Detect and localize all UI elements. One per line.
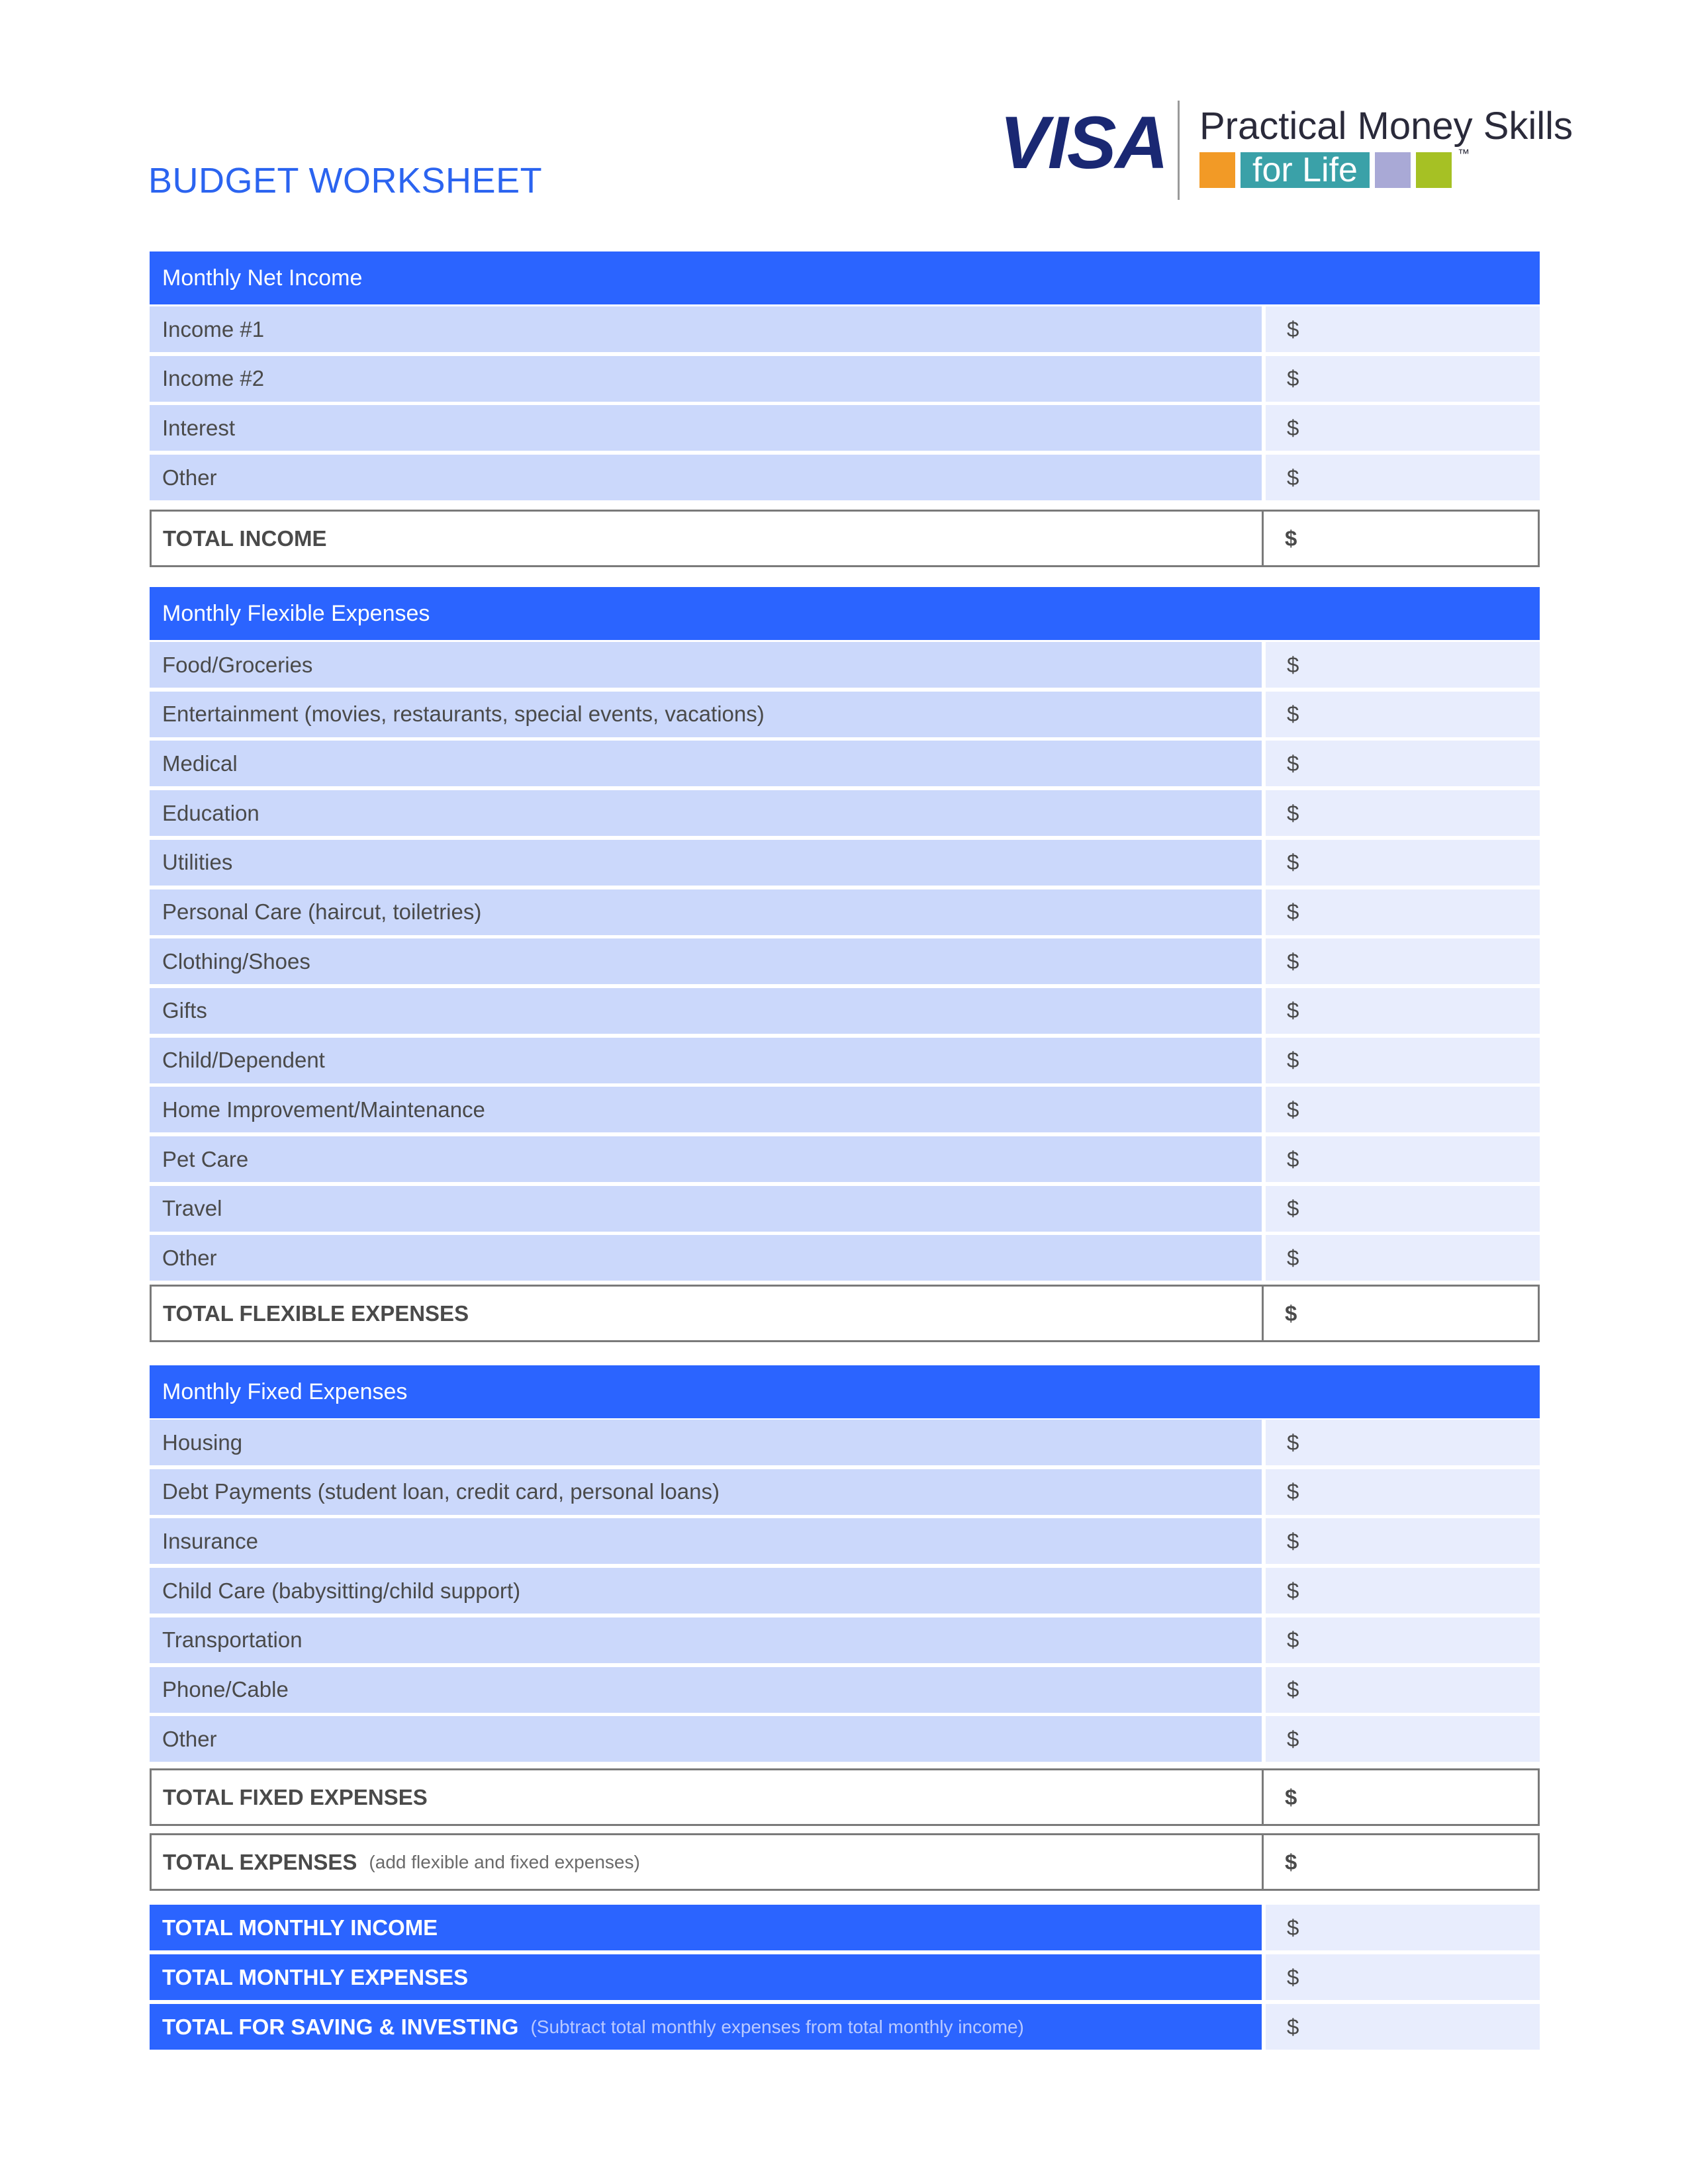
total-flexible-row-text: TOTAL FLEXIBLE EXPENSES xyxy=(163,1300,469,1326)
total-expenses-row-text: TOTAL EXPENSES xyxy=(163,1849,357,1874)
income-row xyxy=(150,306,1540,352)
flexible-expense-row xyxy=(150,840,1540,886)
total-saving-row-label xyxy=(150,2004,1262,2050)
total-saving-row-text: TOTAL FOR SAVING & INVESTING xyxy=(162,2014,519,2039)
fixed-section-header xyxy=(150,1365,1540,1418)
total-fixed-row-label xyxy=(152,1770,1264,1824)
fixed-expense-row-amount-field[interactable]: $ xyxy=(1266,1420,1540,1465)
flexible-expense-row-label: Pet Care xyxy=(150,1136,1262,1182)
flexible-expense-row-amount-field[interactable]: $ xyxy=(1266,1186,1540,1232)
income-section-header-label: Monthly Net Income xyxy=(162,265,363,291)
income-row-amount-field[interactable]: $ xyxy=(1266,455,1540,500)
fixed-expense-row-amount-field[interactable]: $ xyxy=(1266,1617,1540,1663)
total-expenses-row-label xyxy=(152,1835,1264,1889)
flexible-expense-row-label: Child/Dependent xyxy=(150,1038,1262,1083)
total-income-row xyxy=(150,510,1540,567)
total-monthly-income-row-text: TOTAL MONTHLY INCOME xyxy=(162,1915,438,1940)
total-fixed-row xyxy=(150,1768,1540,1826)
total-expenses-row-note: (add flexible and fixed expenses) xyxy=(369,1851,640,1872)
total-monthly-income-row-amount-field[interactable]: $ xyxy=(1266,1905,1540,1950)
flexible-expense-row-amount-field[interactable]: $ xyxy=(1266,1235,1540,1281)
flexible-expense-row-label: Home Improvement/Maintenance xyxy=(150,1087,1262,1132)
flexible-expense-row-amount-field[interactable]: $ xyxy=(1266,642,1540,688)
logo-divider xyxy=(1178,101,1180,200)
flexible-expense-row-label: Entertainment (movies, restaurants, special events, vacations) xyxy=(150,692,1262,737)
flexible-expense-row-amount-field[interactable]: $ xyxy=(1266,790,1540,836)
practical-money-skills-logo-text: Practical Money Skills xyxy=(1199,105,1573,148)
total-monthly-expenses-row xyxy=(150,1954,1540,2000)
fixed-expense-row-label: Housing xyxy=(150,1420,1262,1465)
purple-square-icon xyxy=(1375,152,1411,188)
income-row xyxy=(150,405,1540,451)
flexible-expense-row-label: Personal Care (haircut, toiletries) xyxy=(150,889,1262,935)
flexible-expense-row-amount-field[interactable]: $ xyxy=(1266,1038,1540,1083)
income-row xyxy=(150,356,1540,402)
flexible-section-header xyxy=(150,587,1540,640)
income-row-amount-field[interactable]: $ xyxy=(1266,405,1540,451)
income-row-label: Interest xyxy=(150,405,1262,451)
fixed-expense-row-label: Transportation xyxy=(150,1617,1262,1663)
total-income-row-label xyxy=(152,512,1264,565)
orange-square-icon xyxy=(1199,152,1235,188)
fixed-expense-row-label: Other xyxy=(150,1716,1262,1762)
total-flexible-row-label xyxy=(152,1287,1264,1340)
flexible-expense-row-amount-field[interactable]: $ xyxy=(1266,889,1540,935)
trademark: ™ xyxy=(1458,147,1470,160)
total-expenses-row xyxy=(150,1833,1540,1891)
flexible-expense-row-label: Other xyxy=(150,1235,1262,1281)
flexible-expense-row xyxy=(150,1087,1540,1132)
flexible-expense-row-amount-field[interactable]: $ xyxy=(1266,692,1540,737)
fixed-expense-row-amount-field[interactable]: $ xyxy=(1266,1518,1540,1564)
total-fixed-row-text: TOTAL FIXED EXPENSES xyxy=(163,1784,428,1809)
flexible-expense-row xyxy=(150,790,1540,836)
flexible-expense-row-amount-field[interactable]: $ xyxy=(1266,1087,1540,1132)
flexible-expense-row-label: Food/Groceries xyxy=(150,642,1262,688)
income-row-label: Other xyxy=(150,455,1262,500)
flexible-expense-row-label: Travel xyxy=(150,1186,1262,1232)
flexible-expense-row-amount-field[interactable]: $ xyxy=(1266,1136,1540,1182)
total-saving-row xyxy=(150,2004,1540,2050)
total-flexible-row-amount-field[interactable]: $ xyxy=(1285,1300,1297,1326)
fixed-expense-row-label: Phone/Cable xyxy=(150,1667,1262,1713)
fixed-section-header-label: Monthly Fixed Expenses xyxy=(162,1379,408,1404)
fixed-expense-row xyxy=(150,1420,1540,1465)
fixed-expense-row-label: Debt Payments (student loan, credit card, personal loans) xyxy=(150,1469,1262,1515)
flexible-expense-row xyxy=(150,1038,1540,1083)
total-expenses-row-amount-field[interactable]: $ xyxy=(1285,1849,1297,1874)
income-row xyxy=(150,455,1540,500)
flexible-expense-row-amount-field[interactable]: $ xyxy=(1266,741,1540,786)
total-monthly-expenses-row-text: TOTAL MONTHLY EXPENSES xyxy=(162,1964,469,1989)
flexible-expense-row xyxy=(150,692,1540,737)
flexible-expense-row-label: Clothing/Shoes xyxy=(150,938,1262,984)
fixed-expense-row xyxy=(150,1469,1540,1515)
flexible-expense-row xyxy=(150,889,1540,935)
income-row-amount-field[interactable]: $ xyxy=(1266,356,1540,402)
total-saving-row-note: (Subtract total monthly expenses from total monthly income) xyxy=(530,2016,1024,2037)
flexible-expense-row-label: Education xyxy=(150,790,1262,836)
flexible-expense-row-amount-field[interactable]: $ xyxy=(1266,840,1540,886)
flexible-expense-row xyxy=(150,1136,1540,1182)
income-row-label: Income #2 xyxy=(150,356,1262,402)
for-life-badge: for Life xyxy=(1241,152,1370,188)
green-square-icon xyxy=(1416,152,1452,188)
flexible-expense-row-amount-field[interactable]: $ xyxy=(1266,938,1540,984)
flexible-expense-row xyxy=(150,642,1540,688)
flexible-expense-row xyxy=(150,1235,1540,1281)
total-saving-row-amount-field[interactable]: $ xyxy=(1266,2004,1540,2050)
total-monthly-income-row xyxy=(150,1905,1540,1950)
total-monthly-expenses-row-label xyxy=(150,1954,1262,2000)
total-monthly-expenses-row-amount-field[interactable]: $ xyxy=(1266,1954,1540,2000)
flexible-expense-row xyxy=(150,988,1540,1034)
total-fixed-row-amount-field[interactable]: $ xyxy=(1285,1784,1297,1809)
for-life-logo xyxy=(1199,152,1457,188)
income-row-amount-field[interactable]: $ xyxy=(1266,306,1540,352)
fixed-expense-row-amount-field[interactable]: $ xyxy=(1266,1716,1540,1762)
flexible-expense-row-label: Medical xyxy=(150,741,1262,786)
visa-logo: VISA xyxy=(1000,101,1168,184)
flexible-section-header-label: Monthly Flexible Expenses xyxy=(162,600,430,626)
fixed-expense-row-amount-field[interactable]: $ xyxy=(1266,1568,1540,1614)
flexible-expense-row xyxy=(150,938,1540,984)
flexible-expense-row-label: Gifts xyxy=(150,988,1262,1034)
page-title: BUDGET WORKSHEET xyxy=(148,161,543,201)
total-income-row-amount-field[interactable]: $ xyxy=(1285,525,1297,551)
fixed-expense-row xyxy=(150,1518,1540,1564)
fixed-expense-row-label: Insurance xyxy=(150,1518,1262,1564)
fixed-expense-row-amount-field[interactable]: $ xyxy=(1266,1469,1540,1515)
fixed-expense-row xyxy=(150,1667,1540,1713)
total-flexible-row xyxy=(150,1285,1540,1342)
income-row-label: Income #1 xyxy=(150,306,1262,352)
fixed-expense-row xyxy=(150,1568,1540,1614)
fixed-expense-row xyxy=(150,1617,1540,1663)
income-section-header xyxy=(150,251,1540,304)
flexible-expense-row-label: Utilities xyxy=(150,840,1262,886)
flexible-expense-row xyxy=(150,741,1540,786)
total-monthly-income-row-label xyxy=(150,1905,1262,1950)
total-income-row-text: TOTAL INCOME xyxy=(163,525,327,551)
flexible-expense-row xyxy=(150,1186,1540,1232)
fixed-expense-row-label: Child Care (babysitting/child support) xyxy=(150,1568,1262,1614)
flexible-expense-row-amount-field[interactable]: $ xyxy=(1266,988,1540,1034)
fixed-expense-row-amount-field[interactable]: $ xyxy=(1266,1667,1540,1713)
fixed-expense-row xyxy=(150,1716,1540,1762)
